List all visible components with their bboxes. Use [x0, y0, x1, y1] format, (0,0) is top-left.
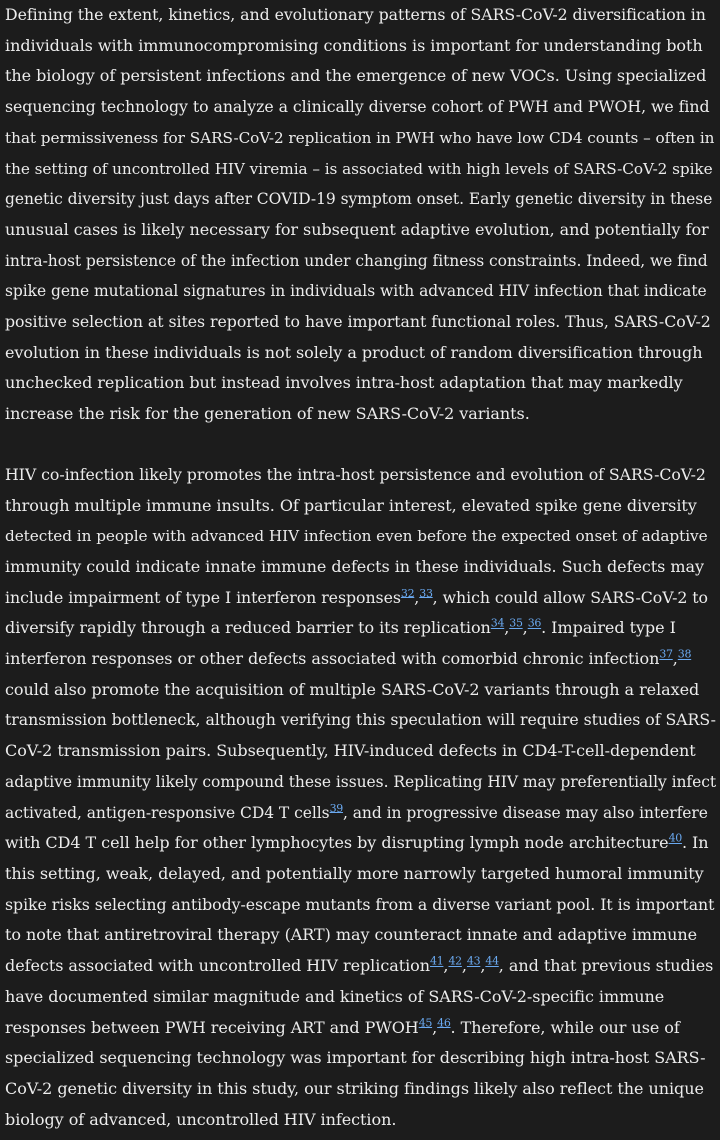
text-segment: HIV co-infection likely promotes the intra-host persistence and evolution of SARS-CoV-2	[5, 464, 706, 484]
text-segment: to note that antiretroviral therapy (ART) may counteract innate and adaptive immune	[5, 925, 698, 945]
text-segment: ,	[414, 587, 420, 607]
paragraph	[5, 460, 716, 1135]
text-segment: unusual cases is likely necessary for subsequent adaptive evolution, and potentially for	[5, 219, 709, 239]
text-segment: . In	[681, 833, 709, 853]
citation-link[interactable]: 45	[418, 1016, 433, 1030]
text-segment: activated, antigen-responsive CD4 T cells	[5, 803, 330, 822]
text-line	[5, 705, 716, 736]
text-segment: ,	[522, 618, 528, 638]
citation-link[interactable]: 40	[668, 831, 682, 845]
text-segment: this setting, weak, delayed, and potentially more narrowly targeted humoral immunity	[5, 863, 704, 883]
text-line	[5, 276, 716, 307]
text-line	[5, 61, 716, 92]
text-line	[5, 951, 716, 982]
text-line	[5, 215, 716, 246]
paragraph	[5, 0, 716, 430]
text-segment: evolution in these individuals is not solely a product of random diversification through	[5, 342, 703, 362]
citation-link[interactable]: 34	[490, 617, 505, 631]
text-line	[5, 920, 716, 951]
text-line	[5, 399, 716, 430]
text-segment: responses between PWH receiving ART and PWOH	[5, 1017, 419, 1037]
text-segment: immunity could indicate innate immune defects in these individuals. Such defects may	[5, 556, 704, 576]
text-line	[5, 460, 716, 491]
text-line	[5, 184, 716, 215]
citation-link[interactable]: 37	[659, 647, 673, 661]
citation-link[interactable]: 39	[329, 801, 343, 815]
text-line	[5, 307, 716, 338]
text-segment: intra-host persistence of the infection under changing fitness constraints. Indeed, we find	[5, 251, 708, 270]
text-segment: ,	[432, 1017, 438, 1037]
citation-link[interactable]: 41	[430, 954, 444, 968]
text-line	[5, 491, 716, 522]
citation-link[interactable]: 43	[466, 954, 481, 968]
text-segment: Defining the extent, kinetics, and evolutionary patterns of SARS-CoV-2 diversification in	[5, 5, 706, 24]
text-segment: genetic diversity just days after COVID-19 symptom onset. Early genetic diversity in these	[5, 190, 713, 209]
text-segment: with CD4 T cell help for other lymphocytes by disrupting lymph node architecture	[5, 833, 669, 853]
text-segment: adaptive immunity likely compound these issues. Replicating HIV may preferentially infect	[5, 772, 717, 791]
text-segment: unchecked replication but instead involves intra-host adaptation that may markedly	[5, 373, 683, 393]
text-segment: defects associated with uncontrolled HIV replication	[5, 956, 431, 976]
text-line	[5, 982, 716, 1013]
text-segment: biology of advanced, uncontrolled HIV infection.	[5, 1109, 397, 1129]
text-line	[5, 552, 716, 583]
text-line	[5, 1074, 716, 1105]
text-line	[5, 123, 716, 154]
text-segment: , and in progressive disease may also interfere	[342, 803, 708, 822]
text-segment: ,	[461, 956, 467, 976]
text-segment: positive selection at sites reported to have important functional roles. Thus, SARS-CoV-2	[5, 312, 711, 332]
text-segment: sequencing technology to analyze a clinically diverse cohort of PWH and PWOH, we find	[5, 97, 710, 117]
text-segment: individuals with immunocompromising conditions is important for understanding both	[5, 35, 703, 55]
citation-link[interactable]: 42	[448, 954, 462, 968]
text-segment: diversify rapidly through a reduced barrier to its replication	[5, 618, 491, 638]
text-line	[5, 644, 716, 675]
citation-link[interactable]: 46	[437, 1016, 451, 1030]
text-line	[5, 246, 716, 277]
text-segment: the setting of uncontrolled HIV viremia – is associated with high levels of SARS-CoV-2 spike	[5, 159, 713, 178]
text-line	[5, 92, 716, 123]
text-segment: spike risks selecting antibody-escape mutants from a diverse variant pool. It is important	[5, 894, 715, 914]
text-segment: include impairment of type I interferon responses	[5, 587, 401, 607]
text-line	[5, 1043, 716, 1074]
citation-link[interactable]: 36	[527, 617, 542, 631]
text-line	[5, 859, 716, 890]
text-segment: . Therefore, while our use of	[450, 1017, 680, 1037]
text-line	[5, 154, 716, 185]
text-line	[5, 583, 716, 614]
text-line	[5, 368, 716, 399]
text-segment: CoV-2 genetic diversity in this study, our striking findings likely also reflect the unique	[5, 1078, 704, 1098]
citation-link[interactable]: 32	[400, 586, 415, 600]
text-segment: ,	[672, 649, 678, 669]
text-segment: , and that previous studies	[498, 956, 714, 976]
text-segment: spike gene mutational signatures in individuals with advanced HIV infection that indicate	[5, 282, 707, 301]
citation-link[interactable]: 44	[485, 954, 499, 968]
text-segment: ,	[480, 956, 486, 976]
text-segment: ,	[443, 956, 449, 976]
text-segment: through multiple immune insults. Of particular interest, elevated spike gene diversity	[5, 495, 697, 515]
text-line	[5, 798, 716, 829]
text-segment: . Impaired type I	[541, 618, 676, 638]
text-segment: interferon responses or other defects associated with comorbid chronic infection	[5, 649, 660, 669]
text-line	[5, 828, 716, 859]
text-segment: CoV-2 transmission pairs. Subsequently, HIV-induced defects in CD4-T-cell-dependent	[5, 741, 696, 761]
text-line	[5, 521, 716, 552]
text-segment: could also promote the acquisition of multiple SARS-CoV-2 variants through a relaxed	[5, 679, 700, 699]
text-segment: that permissiveness for SARS-CoV-2 replication in PWH who have low CD4 counts – often in	[5, 128, 715, 147]
text-segment: , which could allow SARS-CoV-2 to	[432, 587, 708, 607]
text-segment: increase the risk for the generation of new SARS-CoV-2 variants.	[5, 404, 530, 424]
text-line	[5, 613, 716, 644]
text-line	[5, 1013, 716, 1044]
text-line	[5, 675, 716, 706]
text-segment: ,	[504, 618, 510, 638]
text-segment: specialized sequencing technology was important for describing high intra-host SARS-	[5, 1048, 706, 1068]
text-line	[5, 338, 716, 369]
citation-link[interactable]: 35	[509, 617, 523, 631]
text-line	[5, 890, 716, 921]
text-line	[5, 736, 716, 767]
text-segment: detected in people with advanced HIV infection even before the expected onset of adaptive	[5, 527, 708, 546]
text-segment: have documented similar magnitude and kinetics of SARS-CoV-2-specific immune	[5, 986, 665, 1006]
text-line	[5, 767, 716, 798]
text-line	[5, 1105, 716, 1136]
text-segment: transmission bottleneck, although verifying this speculation will require studies of SARS-	[5, 710, 716, 730]
text-segment: the biology of persistent infections and the emergence of new VOCs. Using specialized	[5, 66, 707, 86]
text-line	[5, 31, 716, 62]
citation-link[interactable]: 38	[677, 647, 692, 661]
citation-link[interactable]: 33	[419, 586, 433, 600]
text-line	[5, 0, 716, 31]
